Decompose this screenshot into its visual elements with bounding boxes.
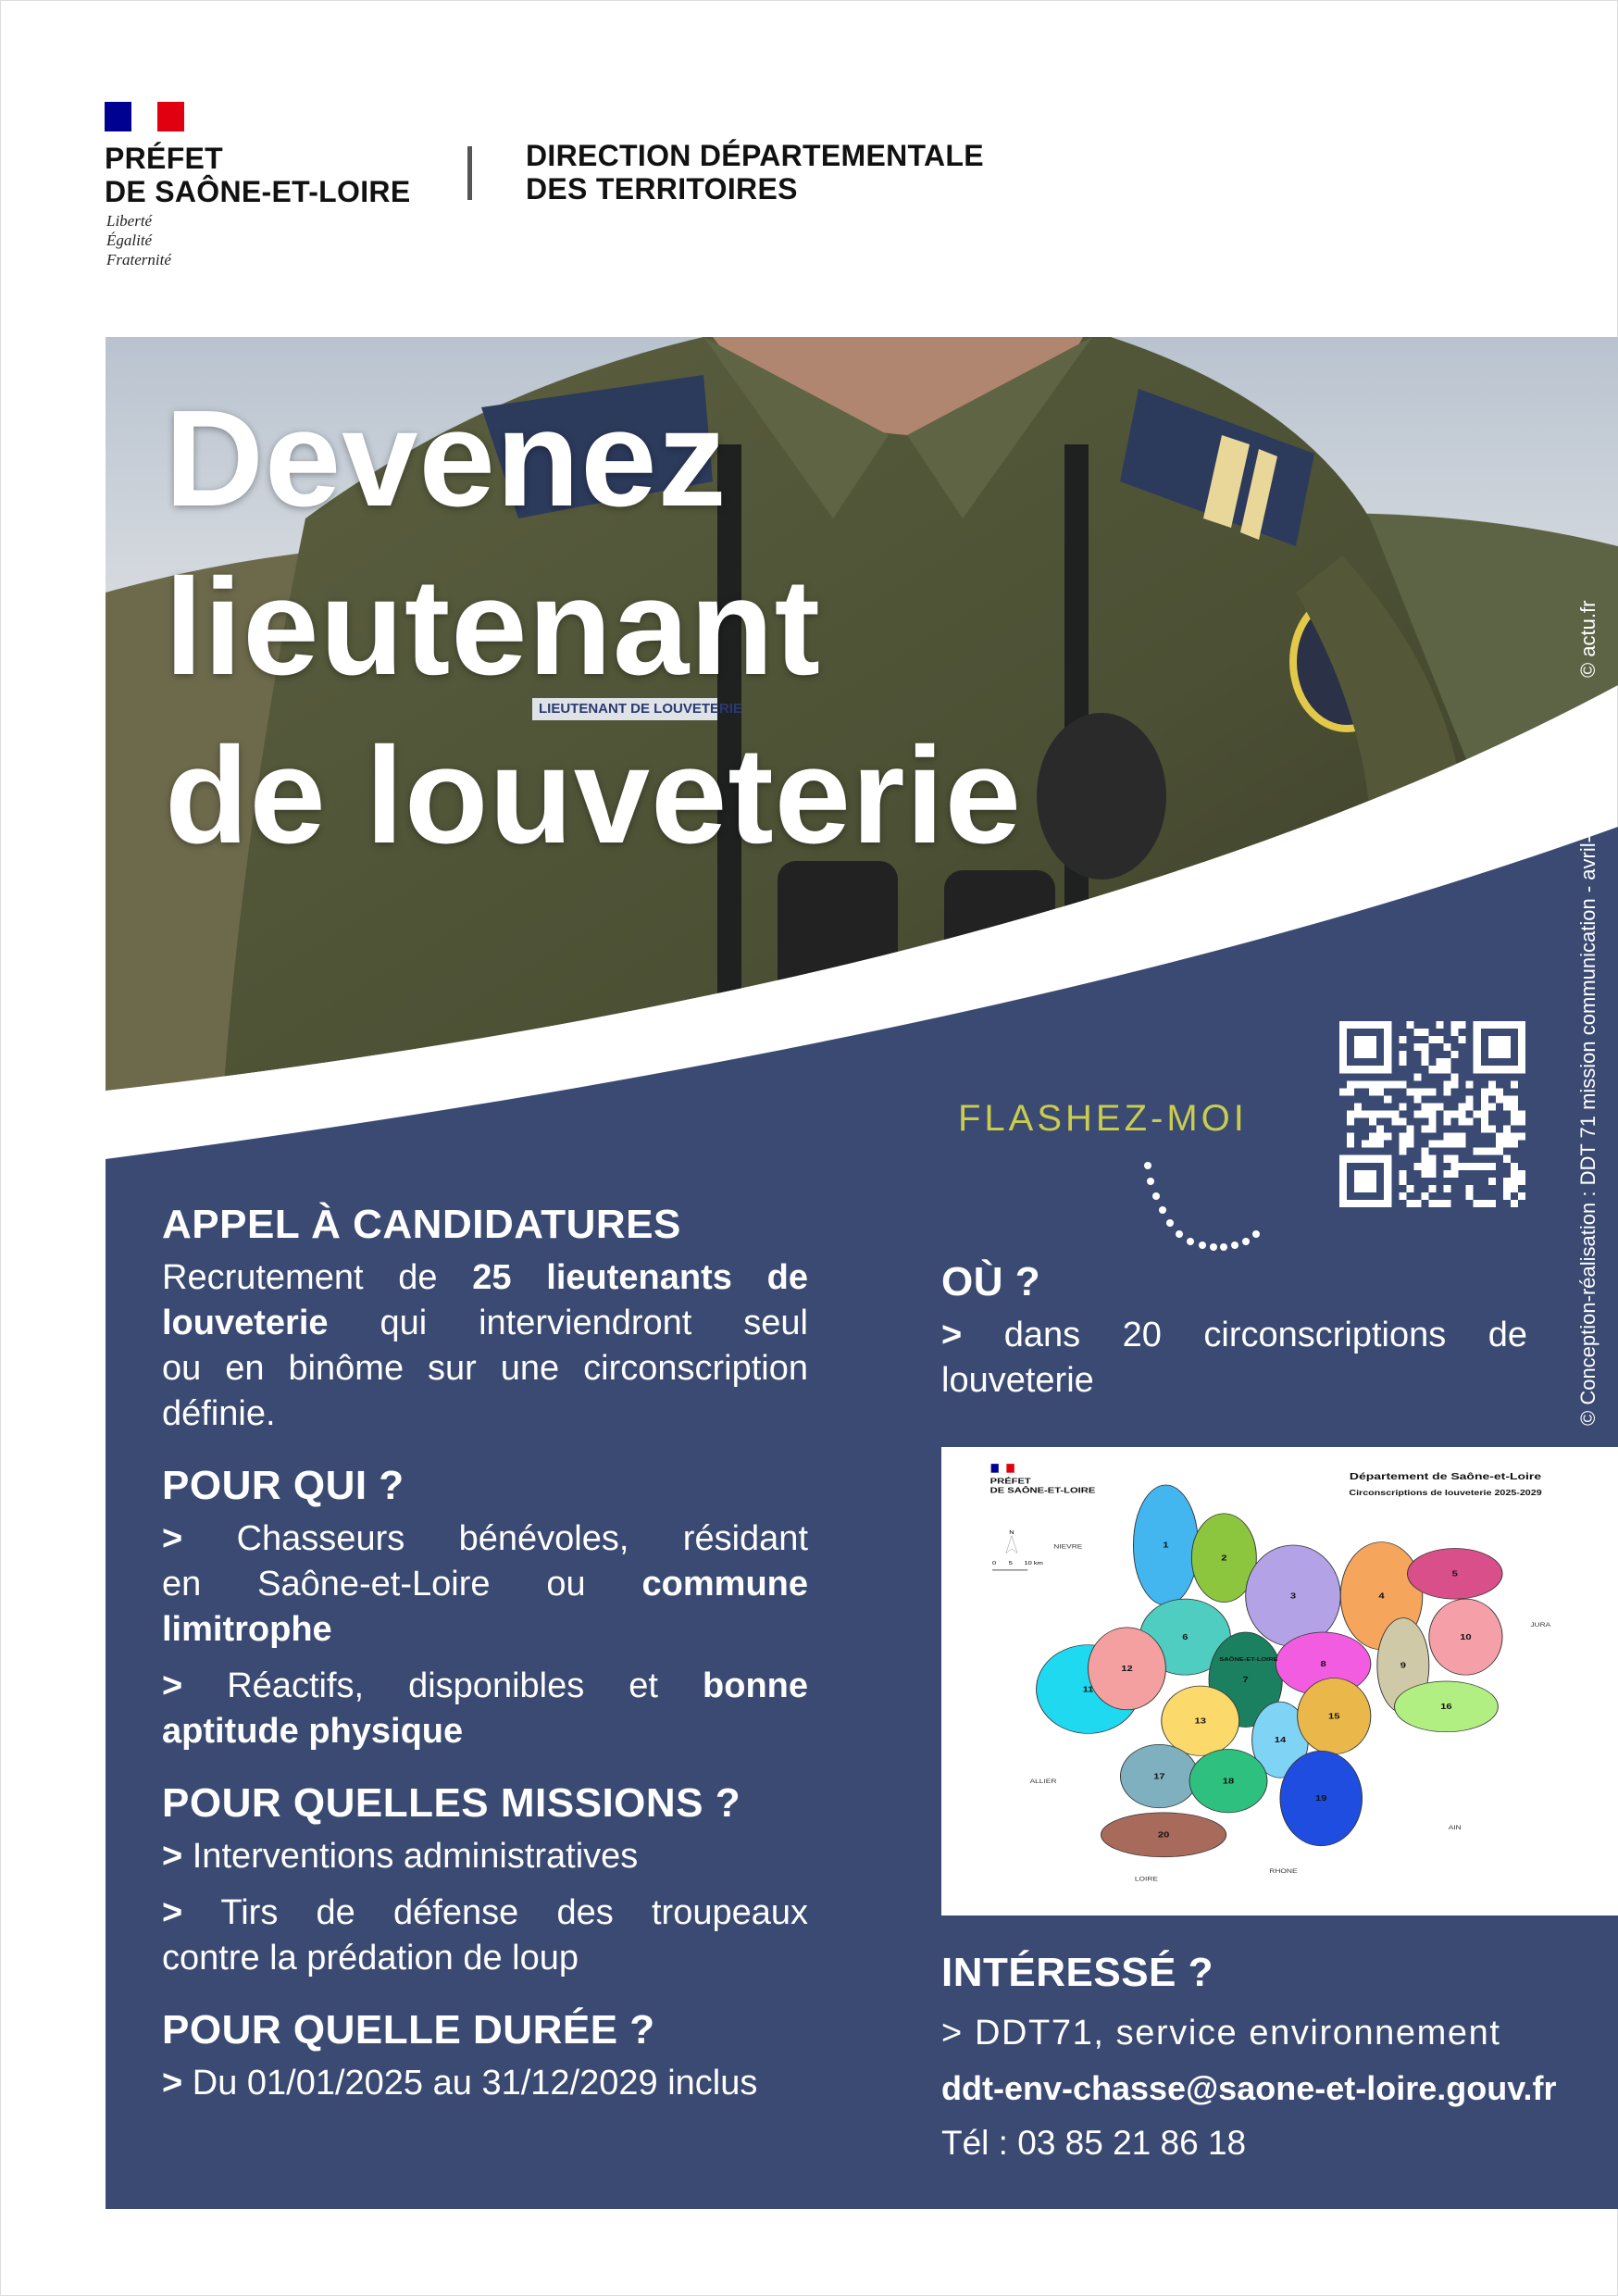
prefet-line-2: DE SAÔNE-ET-LOIRE xyxy=(105,175,411,208)
republic-motto xyxy=(106,211,171,269)
map-region-number: 6 xyxy=(1182,1633,1189,1642)
text: contre la prédation de loup xyxy=(162,1939,579,1978)
heading-appel: APPEL À CANDIDATURES xyxy=(162,1202,681,1247)
map-scale-10: 10 km xyxy=(1024,1561,1043,1566)
text-line xyxy=(941,1358,1527,1404)
bold-text: > xyxy=(941,1316,1004,1354)
text: Réactifs, disponibles et xyxy=(227,1666,703,1705)
text: en Saône-et-Loire ou xyxy=(162,1565,642,1603)
map-region-number: 9 xyxy=(1400,1661,1406,1671)
map-region-number: 7 xyxy=(1242,1676,1249,1685)
circonscriptions-map xyxy=(941,1447,1618,1915)
text-line xyxy=(162,1562,808,1607)
map-region-number: 20 xyxy=(1157,1830,1170,1841)
text-line xyxy=(162,1709,808,1754)
heading-ou: OÙ ? xyxy=(941,1259,1041,1304)
map-region-number: 18 xyxy=(1222,1777,1235,1786)
text-line xyxy=(162,1391,808,1437)
bold-text: > xyxy=(162,1893,221,1932)
map-region-number: 14 xyxy=(1274,1736,1287,1745)
direction-line-1: DIRECTION DÉPARTEMENTALE xyxy=(526,139,984,172)
text: Du 01/01/2025 au 31/12/2029 inclus xyxy=(192,2064,758,2103)
text-line xyxy=(162,1255,808,1301)
map-title: Département de Saône-et-Loire xyxy=(1349,1470,1542,1482)
bold-text: louveterie xyxy=(162,1304,329,1342)
map-prefet-1: PRÉFET xyxy=(989,1477,1031,1486)
bold-text: aptitude physique xyxy=(162,1712,464,1751)
map-region-number: 12 xyxy=(1121,1665,1133,1674)
map-scale-5: 5 xyxy=(1008,1561,1013,1566)
interesse-section xyxy=(941,1950,1580,2165)
map-region-number: 10 xyxy=(1460,1633,1472,1642)
pour-qui-item xyxy=(162,1664,808,1754)
bold-text: > xyxy=(162,1666,228,1705)
hero-title-line: lieutenant xyxy=(165,551,821,704)
map-neighbor-rhone: RHONE xyxy=(1269,1866,1298,1875)
text: louveterie xyxy=(941,1361,1094,1400)
text-line xyxy=(162,1890,808,1936)
heading-interesse: INTÉRESSÉ ? xyxy=(941,1950,1214,1995)
map-region-number: 5 xyxy=(1451,1569,1458,1579)
map-neighbor-nievre: NIEVRE xyxy=(1053,1542,1083,1551)
missions-item xyxy=(162,1890,808,1981)
motto-liberte: Liberté xyxy=(106,212,153,230)
text: Recrutement de xyxy=(162,1258,473,1297)
text: Chasseurs bénévoles, résidant xyxy=(236,1519,808,1558)
map-scale-0: 0 xyxy=(992,1561,997,1566)
text-line xyxy=(162,1936,808,1981)
text-line xyxy=(162,1664,808,1709)
map-center-label: SAÔNE-ET-LOIRE xyxy=(1219,1656,1278,1663)
map-region-number: 2 xyxy=(1221,1554,1227,1563)
map-region-number: 4 xyxy=(1378,1591,1385,1601)
text: dans 20 circonscriptions de xyxy=(1003,1316,1527,1354)
map-region-number: 15 xyxy=(1328,1712,1340,1721)
bold-text: bonne xyxy=(703,1666,808,1705)
hero-title-line: Devenez xyxy=(165,382,728,535)
ou-text xyxy=(941,1313,1527,1404)
bold-text: > xyxy=(162,2064,193,2103)
hero-title-line: de louveterie xyxy=(165,719,1023,872)
text-line xyxy=(162,2061,808,2106)
bold-text: 25 lieutenants de xyxy=(472,1258,808,1297)
contact-service: > DDT71, service environnement xyxy=(941,2014,1501,2053)
motto-fraternite: Fraternité xyxy=(106,251,171,268)
text: qui interviendront seul xyxy=(328,1304,808,1342)
name-tape-text: LIEUTENANT DE LOUVETERIE xyxy=(539,701,743,717)
text-line xyxy=(162,1834,808,1879)
hero-title xyxy=(165,382,1023,895)
duree-text xyxy=(162,2061,808,2106)
motto-egalite: Égalité xyxy=(106,231,153,249)
map-neighbor-ain: AIN xyxy=(1448,1824,1462,1831)
map-region-number: 17 xyxy=(1153,1772,1165,1781)
flashez-moi-label: FLASHEZ-MOI xyxy=(958,1098,1248,1139)
map-north: N xyxy=(1009,1529,1014,1536)
contact-email[interactable]: ddt-env-chasse@saone-et-loire.gouv.fr xyxy=(941,2069,1557,2107)
qr-code[interactable] xyxy=(1339,1021,1525,1207)
heading-pour-qui: POUR QUI ? xyxy=(162,1463,404,1508)
map-region-number: 16 xyxy=(1440,1703,1452,1712)
direction-line-2: DES TERRITOIRES xyxy=(526,172,798,206)
text-line xyxy=(162,1516,808,1562)
direction-title xyxy=(526,139,984,206)
text-line xyxy=(162,1301,808,1346)
bold-text: limitrophe xyxy=(162,1610,332,1649)
header-divider xyxy=(467,146,472,200)
map-region-number: 11 xyxy=(1082,1685,1094,1694)
design-credit: © Conception-réalisation : DDT 71 mission communication - avril-2024 xyxy=(1576,791,1599,1426)
heading-duree: POUR QUELLE DURÉE ? xyxy=(162,2007,655,2053)
north-arrow-icon xyxy=(1006,1536,1017,1554)
marianne-flag-logo xyxy=(105,102,184,131)
text-line xyxy=(162,1607,808,1653)
map-subtitle: Circonscriptions de louveterie 2025-2029 xyxy=(1349,1488,1542,1497)
bold-text: commune xyxy=(641,1565,808,1603)
prefet-line-1: PRÉFET xyxy=(105,142,224,175)
map-neighbor-allier: ALLIER xyxy=(1029,1778,1057,1785)
appel-text xyxy=(162,1255,808,1437)
bold-text: > xyxy=(162,1519,237,1558)
text: Tirs de défense des troupeaux xyxy=(220,1893,809,1932)
map-region-number: 1 xyxy=(1163,1541,1169,1551)
map-neighbor-loire: LOIRE xyxy=(1134,1875,1158,1883)
prefet-title xyxy=(105,142,410,208)
photo-credit: © actu.fr xyxy=(1576,600,1599,678)
bold-text: > xyxy=(162,1837,193,1876)
map-region-number: 19 xyxy=(1315,1794,1327,1803)
text: définie. xyxy=(162,1394,276,1433)
text-line xyxy=(941,1313,1527,1358)
text: Interventions administratives xyxy=(192,1837,639,1876)
text: ou en binôme sur une circonscription xyxy=(162,1349,808,1388)
text-line xyxy=(162,1346,808,1391)
map-region-number: 13 xyxy=(1194,1716,1206,1726)
ou-section xyxy=(941,1259,1527,1404)
map-region-number: 8 xyxy=(1320,1660,1326,1669)
heading-missions: POUR QUELLES MISSIONS ? xyxy=(162,1780,741,1826)
pour-qui-item xyxy=(162,1516,808,1653)
contact-phone[interactable]: Tél : 03 85 21 86 18 xyxy=(941,2124,1247,2162)
missions-item xyxy=(162,1834,808,1879)
map-region-number: 3 xyxy=(1289,1591,1297,1601)
map-neighbor-jura: JURA xyxy=(1530,1621,1551,1628)
map-prefet-2: DE SAÔNE-ET-LOIRE xyxy=(989,1486,1096,1496)
left-column xyxy=(162,1202,808,2106)
